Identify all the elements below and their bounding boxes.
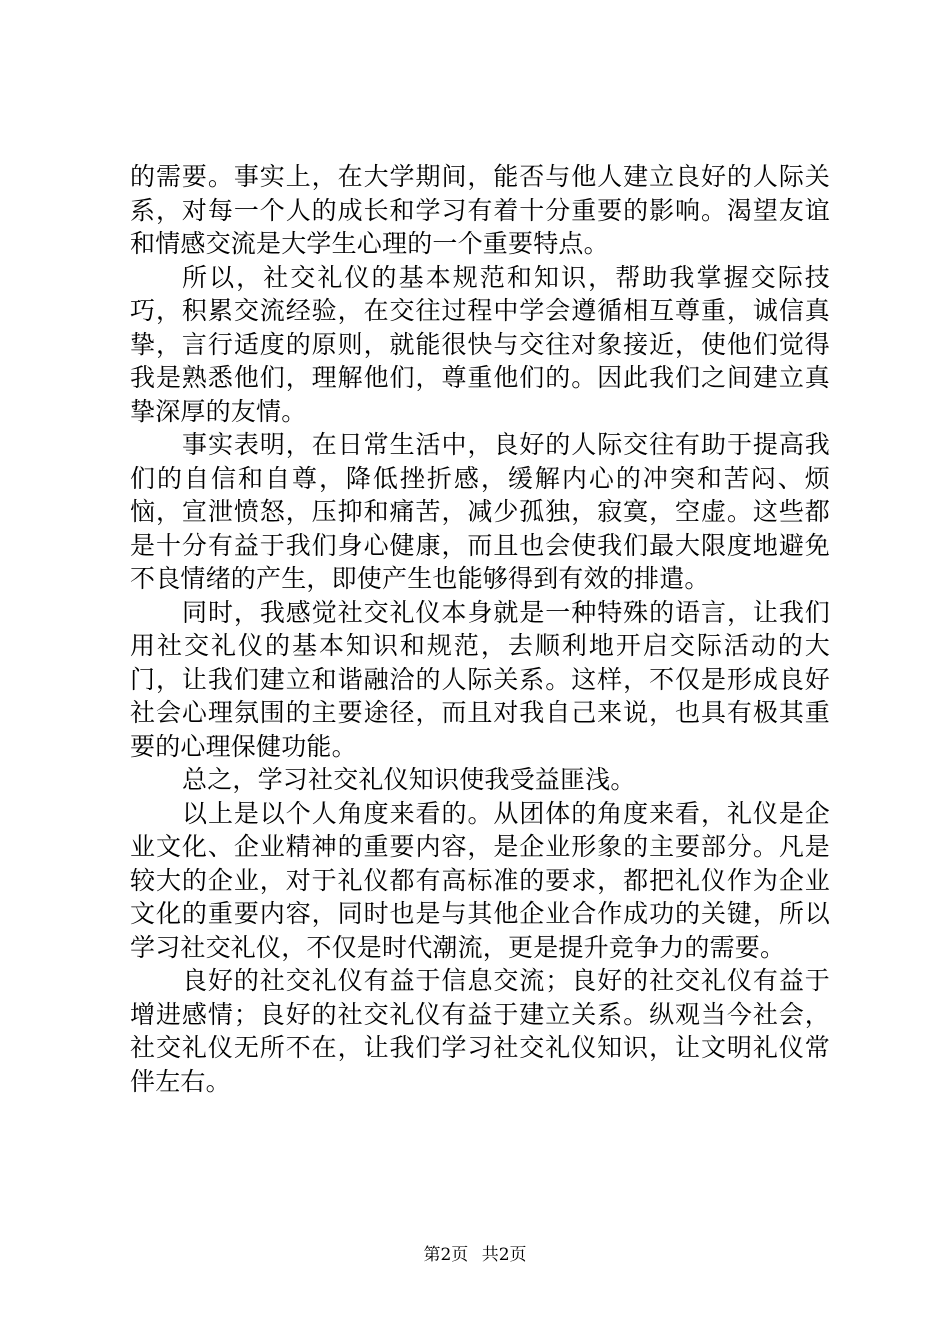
paragraph-interpersonal-benefits: 事实表明，在日常生活中，良好的人际交往有助于提高我们的自信和自尊，降低挫折感，缓解内心的冲突和苦闷、烦恼，宣泄愤怒，压抑和痛苦，减少孤独，寂寞，空虚。这些都是十分有益于我们身心健康，而且也会使我们最大限度地避免不良情绪的产生，即使产生也能够得到有效的排遣。 [130,430,830,593]
paragraph-conclusion: 良好的社交礼仪有益于信息交流；良好的社交礼仪有益于增进感情；良好的社交礼仪有益于建立关系。纵观当今社会，社交礼仪无所不在，让我们学习社交礼仪知识，让文明礼仪常伴左右。 [130,966,830,1096]
page-footer [0,1243,950,1267]
document-body [130,160,830,1098]
page-number: 第2页 [423,1245,469,1265]
paragraph-summary: 总之，学习社交礼仪知识使我受益匪浅。 [182,765,636,794]
page-total: 共2页 [481,1245,527,1265]
paragraph-continuation: 的需要。事实上，在大学期间，能否与他人建立良好的人际关系，对每一个人的成长和学习有着十分重要的影响。渴望友谊和情感交流是大学生心理的一个重要特点。 [130,162,830,258]
paragraph-enterprise-view: 以上是以个人角度来看的。从团体的角度来看，礼仪是企业文化、企业精神的重要内容，是企业形象的主要部分。凡是较大的企业，对于礼仪都有高标准的要求，都把礼仪作为企业文化的重要内容，同时也是与其他企业合作成功的关键，所以学习社交礼仪，不仅是时代潮流，更是提升竞争力的需要。 [130,798,830,962]
paragraph-special-language: 同时，我感觉社交礼仪本身就是一种特殊的语言，让我们用社交礼仪的基本知识和规范，去顺利地开启交际活动的大门，让我们建立和谐融洽的人际关系。这样，不仅是形成良好社会心理氛围的主要途径，而且对我自己来说，也具有极其重要的心理保健功能。 [130,597,830,761]
paragraph-etiquette-skills: 所以，社交礼仪的基本规范和知识，帮助我掌握交际技巧，积累交流经验，在交往过程中学会遵循相互尊重，诚信真挚，言行适度的原则，就能很快与交往对象接近，使他们觉得我是熟悉他们，理解他们，尊重他们的。因此我们之间建立真挚深厚的友情。 [130,262,830,426]
